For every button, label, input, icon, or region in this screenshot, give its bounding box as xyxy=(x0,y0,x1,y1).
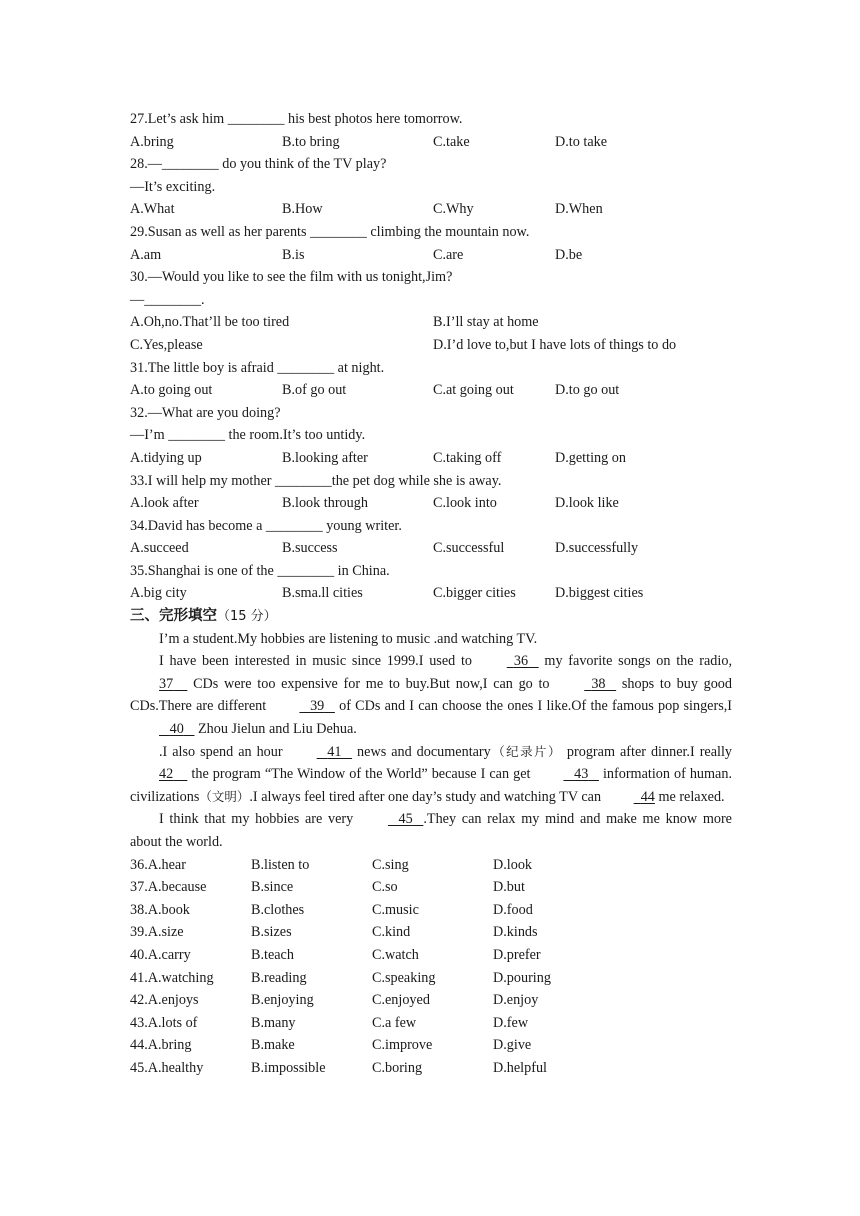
cloze-blank xyxy=(359,808,423,831)
option-c: C.Why xyxy=(433,201,474,218)
option-b: B.I’ll stay at home xyxy=(433,314,539,331)
answer-option: B.many xyxy=(251,1014,296,1031)
question-stem: 31.The little boy is afraid ________ at night. xyxy=(130,359,385,376)
option-c: C.Yes,please xyxy=(130,336,203,353)
passage-text: the program “The Window of the World” because I can get xyxy=(187,766,535,783)
option-c: C.at going out xyxy=(433,382,514,399)
chinese-gloss: （纪录片） xyxy=(490,743,562,759)
passage-text: me relaxed. xyxy=(654,788,725,805)
cloze-blank xyxy=(478,650,539,673)
answer-option: C.watch xyxy=(372,946,419,963)
answer-option: D.kinds xyxy=(493,924,538,941)
blank-number: 42 xyxy=(159,766,174,783)
chinese-gloss: （文明） xyxy=(199,788,250,804)
option-b: B.looking after xyxy=(282,449,368,466)
blank-number: 36 xyxy=(513,653,529,670)
passage-text: I’m a student.My hobbies are listening to music .and watching TV. xyxy=(159,630,538,647)
answer-option: C.improve xyxy=(372,1037,433,1054)
question-stem: 30.—Would you like to see the film with us tonight,Jim? xyxy=(130,269,453,286)
option-b: B.look through xyxy=(282,495,368,512)
question-stem-reply: —I’m ________ the room.It’s too untidy. xyxy=(130,427,366,444)
option-c: C.successful xyxy=(433,540,505,557)
question-options xyxy=(130,537,732,560)
question-stem: 33.I will help my mother ________the pet dog while she is away. xyxy=(130,472,502,489)
option-d: D.getting on xyxy=(555,449,626,466)
option-c: C.look into xyxy=(433,495,497,512)
question-options xyxy=(130,244,732,267)
answer-option: C.speaking xyxy=(372,969,436,986)
option-a: A.look after xyxy=(130,495,199,512)
passage-paragraph xyxy=(130,650,732,740)
question-stem: 28.—________ do you think of the TV play? xyxy=(130,156,387,173)
cloze-blank xyxy=(534,763,598,786)
answer-option: 37.A.because xyxy=(130,879,207,896)
question-stem-reply: —________. xyxy=(130,291,205,308)
option-a: A.bring xyxy=(130,133,174,150)
passage-text: shops to buy good CDs.There are different xyxy=(130,675,732,715)
answer-option: B.reading xyxy=(251,969,307,986)
question-stem: 27.Let’s ask him ________ his best photos here tomorrow. xyxy=(130,111,463,127)
option-c: C.bigger cities xyxy=(433,585,516,602)
option-d: D.look like xyxy=(555,495,619,512)
option-d: D.I’d love to,but I have lots of things to do xyxy=(433,336,677,353)
answer-option: D.but xyxy=(493,879,525,896)
answer-option: D.few xyxy=(493,1014,529,1031)
option-d: D.When xyxy=(555,201,603,218)
question-options xyxy=(130,492,732,515)
answer-row xyxy=(130,921,732,944)
cloze-blank xyxy=(288,741,352,764)
passage-text: CDs were too expensive for me to buy.But now,I can go to xyxy=(187,675,556,692)
blank-number: 39 xyxy=(310,698,325,715)
exam-page xyxy=(130,108,732,1080)
answer-option: C.music xyxy=(372,901,419,918)
answer-row xyxy=(130,1034,732,1057)
cloze-blank xyxy=(130,763,187,786)
option-d: D.to take xyxy=(555,133,608,150)
answer-option: D.food xyxy=(493,901,533,918)
answer-row xyxy=(130,944,732,967)
answer-row xyxy=(130,989,732,1012)
passage-text: program after dinner.I really xyxy=(561,743,732,760)
passage-text: .I always feel tired after one day’s study and watching TV can xyxy=(249,788,605,805)
option-a: A.big city xyxy=(130,585,187,602)
passage-paragraph xyxy=(130,808,732,853)
answer-row xyxy=(130,1012,732,1035)
answer-option: C.a few xyxy=(372,1014,417,1031)
blank-number: 45 xyxy=(398,811,413,828)
section-heading xyxy=(130,605,732,628)
answer-option: B.listen to xyxy=(251,856,310,873)
answer-row xyxy=(130,899,732,922)
option-a: A.succeed xyxy=(130,540,189,557)
option-c: C.take xyxy=(433,133,470,150)
answer-option: 45.A.healthy xyxy=(130,1059,204,1076)
question-options xyxy=(130,311,732,334)
question-options xyxy=(130,131,732,154)
passage-text: information of human. civilizations xyxy=(130,766,732,805)
question-options xyxy=(130,379,732,402)
answer-option: B.make xyxy=(251,1037,295,1054)
passage-text: news and documentary xyxy=(352,743,491,760)
answer-option: 36.A.hear xyxy=(130,856,186,873)
cloze-blank xyxy=(605,786,655,809)
option-d: D.to go out xyxy=(555,382,620,399)
answer-option: 38.A.book xyxy=(130,901,190,918)
blank-number: 44 xyxy=(640,788,655,805)
answer-option: D.helpful xyxy=(493,1059,547,1076)
option-a: A.to going out xyxy=(130,382,213,399)
option-d: D.successfully xyxy=(555,540,639,557)
option-c: C.are xyxy=(433,246,464,263)
question-options xyxy=(130,334,732,357)
cloze-blank xyxy=(270,695,334,718)
passage-text: of CDs and I can choose the ones I like.Of the famous pop singers,I xyxy=(334,698,732,715)
section-points: （15 分） xyxy=(217,609,277,625)
option-a: A.am xyxy=(130,246,162,263)
question-stem: 34.David has become a ________ young writer. xyxy=(130,517,402,534)
blank-number: 43 xyxy=(574,766,589,783)
answer-option: 40.A.carry xyxy=(130,946,191,963)
answer-option: 42.A.enjoys xyxy=(130,992,199,1009)
answer-row xyxy=(130,967,732,990)
cloze-blank xyxy=(130,718,194,741)
passage-text: .They can relax my mind and make me know more about the world. xyxy=(130,811,732,850)
answer-option: B.clothes xyxy=(251,901,305,918)
answer-option: D.enjoy xyxy=(493,992,539,1009)
option-b: B.How xyxy=(282,201,323,218)
option-c: C.taking off xyxy=(433,449,502,466)
option-a: A.Oh,no.That’ll be too tired xyxy=(130,314,290,331)
passage-text: .I also spend an hour xyxy=(159,743,288,760)
passage-text: I have been interested in music since 1999.I used to xyxy=(159,653,478,670)
blank-number: 40 xyxy=(169,721,184,738)
answer-option: C.enjoyed xyxy=(372,992,430,1009)
answer-option: 41.A.watching xyxy=(130,969,214,986)
blank-number: 37 xyxy=(159,675,174,692)
passage-paragraph xyxy=(130,628,732,651)
answer-option: B.since xyxy=(251,879,294,896)
option-b: B.sma.ll cities xyxy=(282,585,363,602)
answer-option: B.teach xyxy=(251,946,294,963)
blank-number: 41 xyxy=(327,743,342,760)
answer-option: D.give xyxy=(493,1037,532,1054)
cloze-blank xyxy=(555,673,616,696)
answer-option: C.boring xyxy=(372,1059,423,1076)
answer-option: 39.A.size xyxy=(130,924,184,941)
question-stem: 35.Shanghai is one of the ________ in China. xyxy=(130,562,390,579)
option-b: B.is xyxy=(282,246,305,263)
answer-row xyxy=(130,854,732,877)
answer-option: D.look xyxy=(493,856,533,873)
answer-option: C.sing xyxy=(372,856,409,873)
option-b: B.success xyxy=(282,540,338,557)
passage-text: my favorite songs on the radio, xyxy=(538,653,732,670)
passage-text: I think that my hobbies are very xyxy=(159,811,359,828)
blank-number: 38 xyxy=(591,675,606,692)
answer-row xyxy=(130,1057,732,1080)
answer-option: 44.A.bring xyxy=(130,1037,192,1054)
question-stem-reply: —It’s exciting. xyxy=(130,178,216,195)
answer-option: C.kind xyxy=(372,924,411,941)
passage-paragraph xyxy=(130,741,732,809)
cloze-blank xyxy=(130,673,187,696)
answer-option: D.pouring xyxy=(493,969,551,986)
option-b: B.to bring xyxy=(282,133,340,150)
option-d: D.biggest cities xyxy=(555,585,644,602)
question-options xyxy=(130,198,732,221)
answer-option: 43.A.lots of xyxy=(130,1014,198,1031)
section-title: 三、完形填空 xyxy=(130,608,217,625)
question-options xyxy=(130,447,732,470)
option-b: B.of go out xyxy=(282,382,347,399)
answer-row xyxy=(130,876,732,899)
answer-option: D.prefer xyxy=(493,946,541,963)
answer-option: B.sizes xyxy=(251,924,292,941)
answer-option: C.so xyxy=(372,879,398,896)
question-stem: 32.—What are you doing? xyxy=(130,404,281,421)
option-a: A.What xyxy=(130,201,175,218)
answer-option: B.impossible xyxy=(251,1059,326,1076)
question-stem: 29.Susan as well as her parents ________ climbing the mountain now. xyxy=(130,223,530,240)
answer-option: B.enjoying xyxy=(251,992,314,1009)
option-d: D.be xyxy=(555,246,583,263)
option-a: A.tidying up xyxy=(130,449,202,466)
passage-text: Zhou Jielun and Liu Dehua. xyxy=(194,721,357,738)
question-options xyxy=(130,582,732,605)
